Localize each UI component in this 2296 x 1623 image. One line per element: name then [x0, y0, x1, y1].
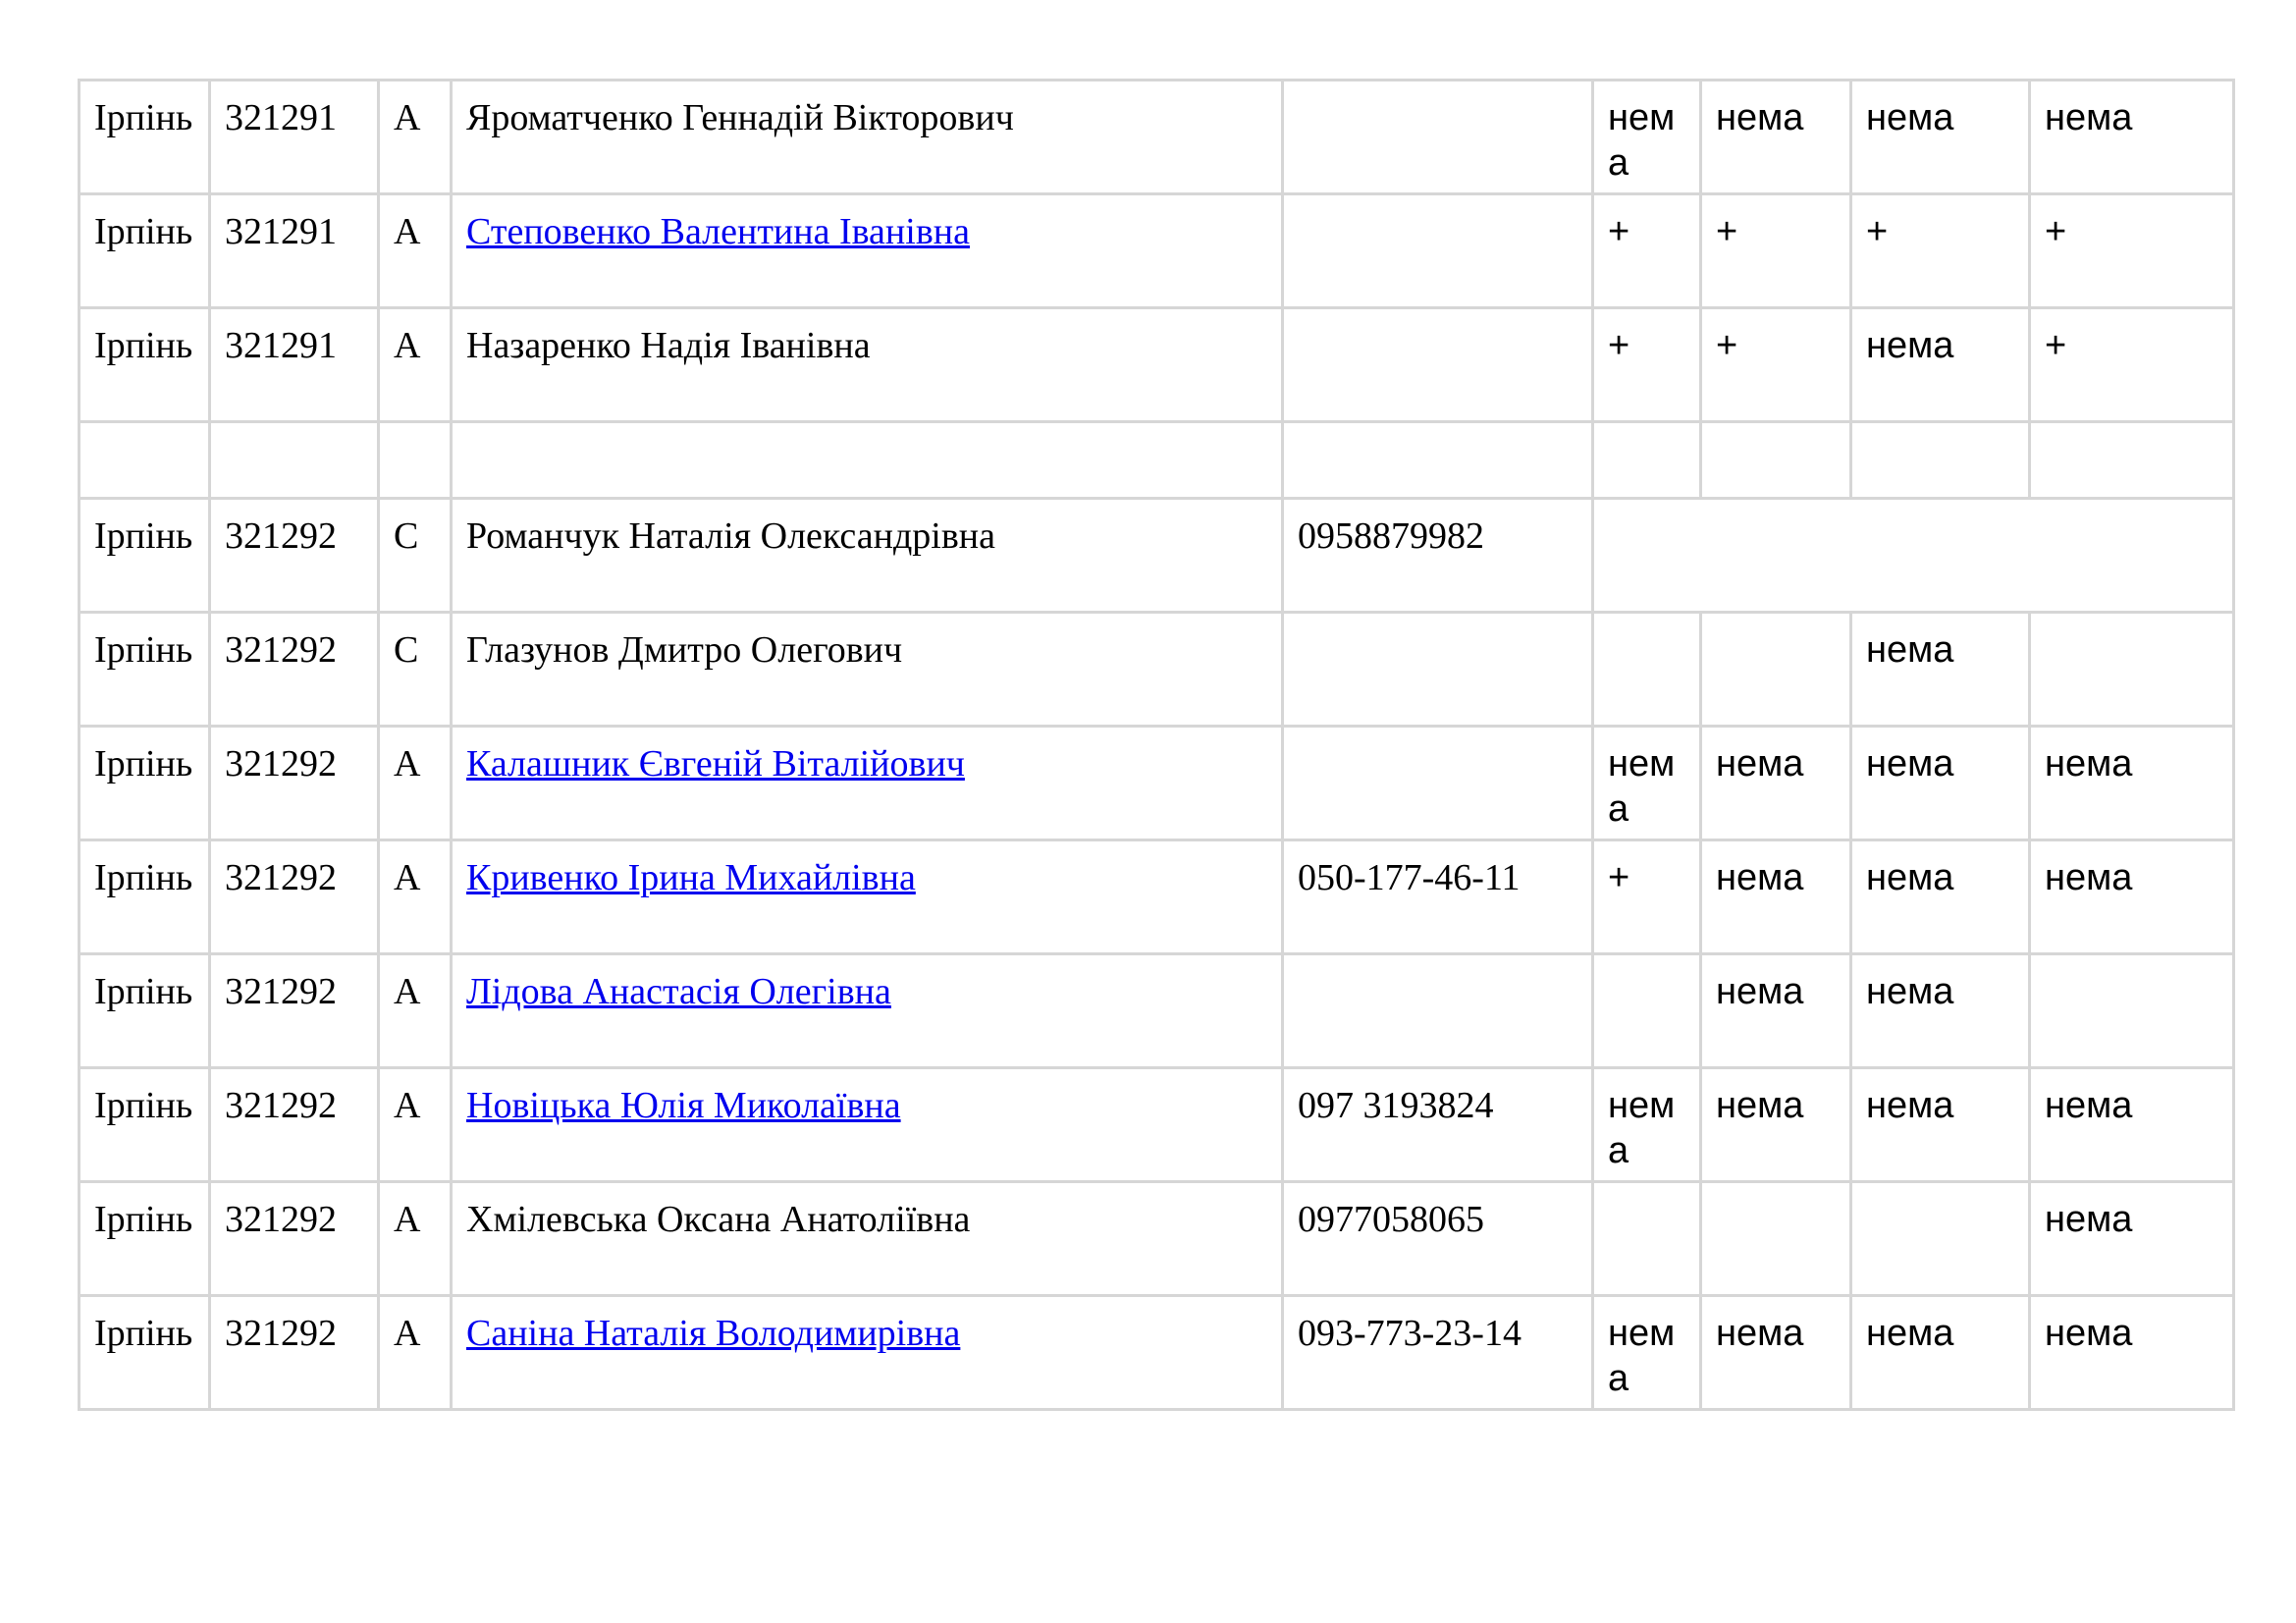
city-cell: Ірпінь [80, 308, 210, 422]
status-cell-4 [2030, 613, 2234, 727]
phone-cell: 093-773-23-14 [1283, 1296, 1593, 1410]
category-cell: А [379, 1182, 452, 1296]
code-cell: 321291 [210, 81, 379, 194]
table-row [80, 613, 2234, 727]
city-cell: Ірпінь [80, 1296, 210, 1410]
person-link[interactable]: Новіцька Юлія Миколаївна [466, 1085, 901, 1126]
city-cell: Ірпінь [80, 194, 210, 308]
code-cell: 321292 [210, 1182, 379, 1296]
status-cell-3: нема [1851, 81, 2030, 194]
status-cell-2: нема [1701, 840, 1851, 954]
phone-cell [1283, 308, 1593, 422]
phone-cell: 097 3193824 [1283, 1068, 1593, 1182]
empty-cell [80, 422, 210, 499]
status-cell-2: нема [1701, 1296, 1851, 1410]
city-cell: Ірпінь [80, 954, 210, 1068]
table-row [80, 422, 2234, 499]
status-cell-4: нема [2030, 81, 2234, 194]
status-cell-4: + [2030, 194, 2234, 308]
status-cell-4: + [2030, 308, 2234, 422]
empty-cell [210, 422, 379, 499]
code-cell: 321292 [210, 1296, 379, 1410]
status-cell-3: нема [1851, 613, 2030, 727]
phone-cell [1283, 81, 1593, 194]
status-cell-3: нема [1851, 1068, 2030, 1182]
code-cell: 321292 [210, 727, 379, 840]
status-cell-4 [2030, 954, 2234, 1068]
category-cell: А [379, 308, 452, 422]
city-cell: Ірпінь [80, 840, 210, 954]
city-cell: Ірпінь [80, 727, 210, 840]
table-row [80, 81, 2234, 194]
status-cell-2 [1701, 613, 1851, 727]
city-cell: Ірпінь [80, 613, 210, 727]
code-cell: 321292 [210, 499, 379, 613]
status-cell-1 [1593, 613, 1701, 727]
status-cell-1: нема [1593, 727, 1701, 840]
name-cell [452, 727, 1283, 840]
table-row [80, 194, 2234, 308]
empty-cell [1851, 422, 2030, 499]
table-row [80, 308, 2234, 422]
category-cell: А [379, 1296, 452, 1410]
empty-cell [1283, 422, 1593, 499]
status-cell-1: нема [1593, 81, 1701, 194]
category-cell: А [379, 954, 452, 1068]
category-cell: А [379, 840, 452, 954]
status-cell-1: нема [1593, 1068, 1701, 1182]
status-cell-3: нема [1851, 840, 2030, 954]
phone-cell [1283, 954, 1593, 1068]
code-cell: 321292 [210, 1068, 379, 1182]
status-cell-2: нема [1701, 954, 1851, 1068]
table-body [80, 81, 2234, 1410]
name-cell [452, 1296, 1283, 1410]
status-cell-2: + [1701, 194, 1851, 308]
table-row [80, 727, 2234, 840]
voters-table [78, 79, 2235, 1411]
status-cell-3 [1851, 1182, 2030, 1296]
table-row [80, 499, 2234, 613]
name-cell [452, 840, 1283, 954]
person-link[interactable]: Лідова Анастасія Олегівна [466, 971, 891, 1012]
person-link[interactable]: Степовенко Валентина Іванівна [466, 211, 970, 252]
code-cell: 321291 [210, 308, 379, 422]
code-cell: 321292 [210, 840, 379, 954]
empty-cell [452, 422, 1283, 499]
status-cell-2: нема [1701, 1068, 1851, 1182]
name-cell: Хмілевська Оксана Анатоліївна [452, 1182, 1283, 1296]
city-cell: Ірпінь [80, 499, 210, 613]
name-cell: Романчук Наталія Олександрівна [452, 499, 1283, 613]
status-cell-4: нема [2030, 1068, 2234, 1182]
name-cell [452, 954, 1283, 1068]
city-cell: Ірпінь [80, 81, 210, 194]
status-cell-2: + [1701, 308, 1851, 422]
status-cell-2: нема [1701, 727, 1851, 840]
status-cell-3: + [1851, 194, 2030, 308]
person-link[interactable]: Кривенко Ірина Михайлівна [466, 857, 916, 898]
status-cell-2: нема [1701, 81, 1851, 194]
category-cell: А [379, 81, 452, 194]
merged-status-cell [1593, 499, 2234, 613]
status-cell-1: + [1593, 308, 1701, 422]
person-link[interactable]: Калашник Євгеній Віталійович [466, 743, 965, 784]
name-cell: Яроматченко Геннадій Вікторович [452, 81, 1283, 194]
status-cell-1: + [1593, 194, 1701, 308]
status-cell-2 [1701, 1182, 1851, 1296]
table-row [80, 1068, 2234, 1182]
status-cell-4: нема [2030, 1296, 2234, 1410]
empty-cell [2030, 422, 2234, 499]
empty-cell [1701, 422, 1851, 499]
phone-cell: 0977058065 [1283, 1182, 1593, 1296]
city-cell: Ірпінь [80, 1068, 210, 1182]
status-cell-3: нема [1851, 954, 2030, 1068]
code-cell: 321291 [210, 194, 379, 308]
phone-cell [1283, 613, 1593, 727]
status-cell-1 [1593, 954, 1701, 1068]
phone-cell [1283, 727, 1593, 840]
table-row [80, 954, 2234, 1068]
status-cell-4: нема [2030, 727, 2234, 840]
status-cell-3: нема [1851, 308, 2030, 422]
status-cell-4: нема [2030, 1182, 2234, 1296]
table-row [80, 1296, 2234, 1410]
table-row [80, 1182, 2234, 1296]
category-cell: А [379, 727, 452, 840]
person-link[interactable]: Саніна Наталія Володимирівна [466, 1313, 961, 1354]
city-cell: Ірпінь [80, 1182, 210, 1296]
status-cell-1: + [1593, 840, 1701, 954]
table-row [80, 840, 2234, 954]
code-cell: 321292 [210, 613, 379, 727]
category-cell: А [379, 194, 452, 308]
name-cell: Глазунов Дмитро Олегович [452, 613, 1283, 727]
phone-cell: 0958879982 [1283, 499, 1593, 613]
name-cell [452, 1068, 1283, 1182]
category-cell: А [379, 1068, 452, 1182]
status-cell-3: нема [1851, 1296, 2030, 1410]
status-cell-3: нема [1851, 727, 2030, 840]
phone-cell: 050-177-46-11 [1283, 840, 1593, 954]
phone-cell [1283, 194, 1593, 308]
category-cell: С [379, 613, 452, 727]
status-cell-1: нема [1593, 1296, 1701, 1410]
name-cell [452, 194, 1283, 308]
category-cell: С [379, 499, 452, 613]
status-cell-4: нема [2030, 840, 2234, 954]
empty-cell [1593, 422, 1701, 499]
status-cell-1 [1593, 1182, 1701, 1296]
name-cell: Назаренко Надія Іванівна [452, 308, 1283, 422]
code-cell: 321292 [210, 954, 379, 1068]
empty-cell [379, 422, 452, 499]
